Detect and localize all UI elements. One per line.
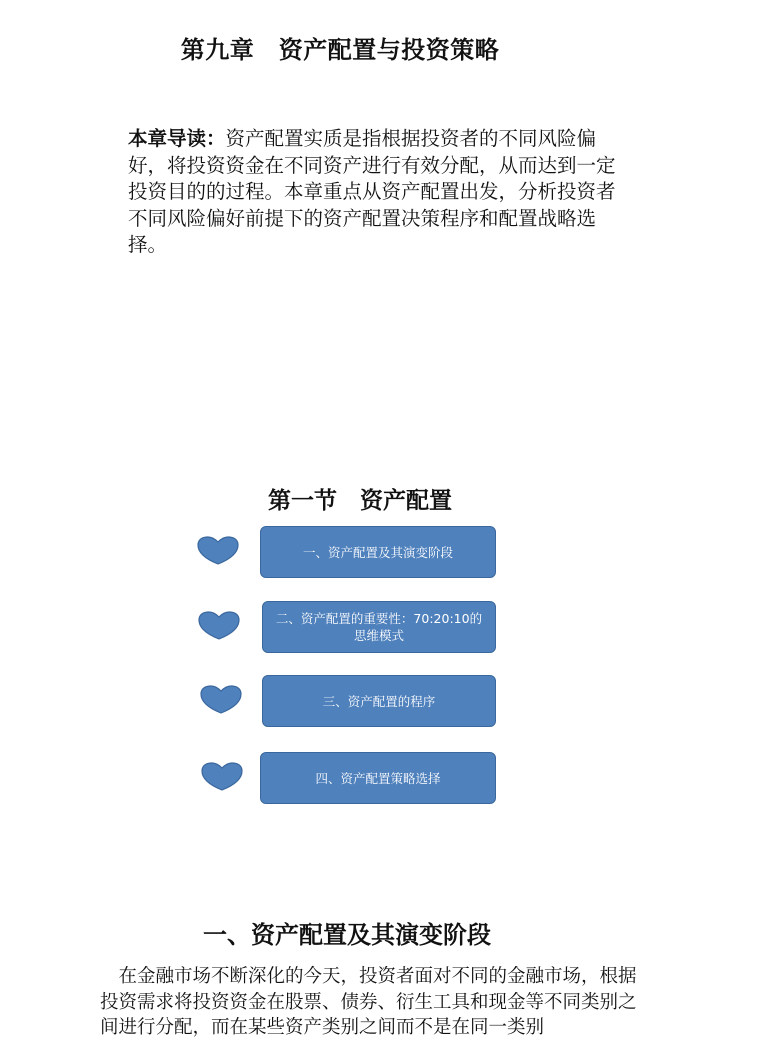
intro-text: 资产配置实质是指根据投资者的不同风险偏好，将投资资金在不同资产进行有效分配，从而达到一定投资目的的过程。本章重点从资产配置出发，分析投资者不同风险偏好前提下的资产配置决策程序和配置战略选择。 (128, 127, 616, 256)
heart-icon (199, 684, 243, 716)
chapter-title: 第九章 资产配置与投资策略 (180, 35, 500, 64)
outline-button-3[interactable]: 三、资产配置的程序 (262, 675, 496, 727)
intro-label: 本章导读： (128, 127, 226, 150)
outline-item (0, 674, 768, 734)
chapter-intro (128, 126, 628, 259)
outline-button-1[interactable]: 一、资产配置及其演变阶段 (260, 526, 496, 578)
outline-item (0, 751, 768, 811)
subsection-title: 一、资产配置及其演变阶段 (203, 920, 491, 949)
outline-item (0, 525, 768, 585)
heart-icon (197, 610, 241, 642)
outline-button-4[interactable]: 四、资产配置策略选择 (260, 752, 496, 804)
outline-item (0, 600, 768, 660)
body-paragraph (100, 964, 640, 1041)
body-text: 在金融市场不断深化的今天，投资者面对不同的金融市场，根据投资需求将投资资金在股票、债券、衍生工具和现金等不同类别之间进行分配，而在某些资产类别之间而不是在同一类别 (100, 966, 637, 1038)
outline-button-2[interactable]: 二、资产配置的重要性：70:20:10的思维模式 (262, 601, 496, 653)
heart-icon (200, 761, 244, 793)
heart-icon (196, 535, 240, 567)
section-title: 第一节 资产配置 (268, 487, 452, 514)
